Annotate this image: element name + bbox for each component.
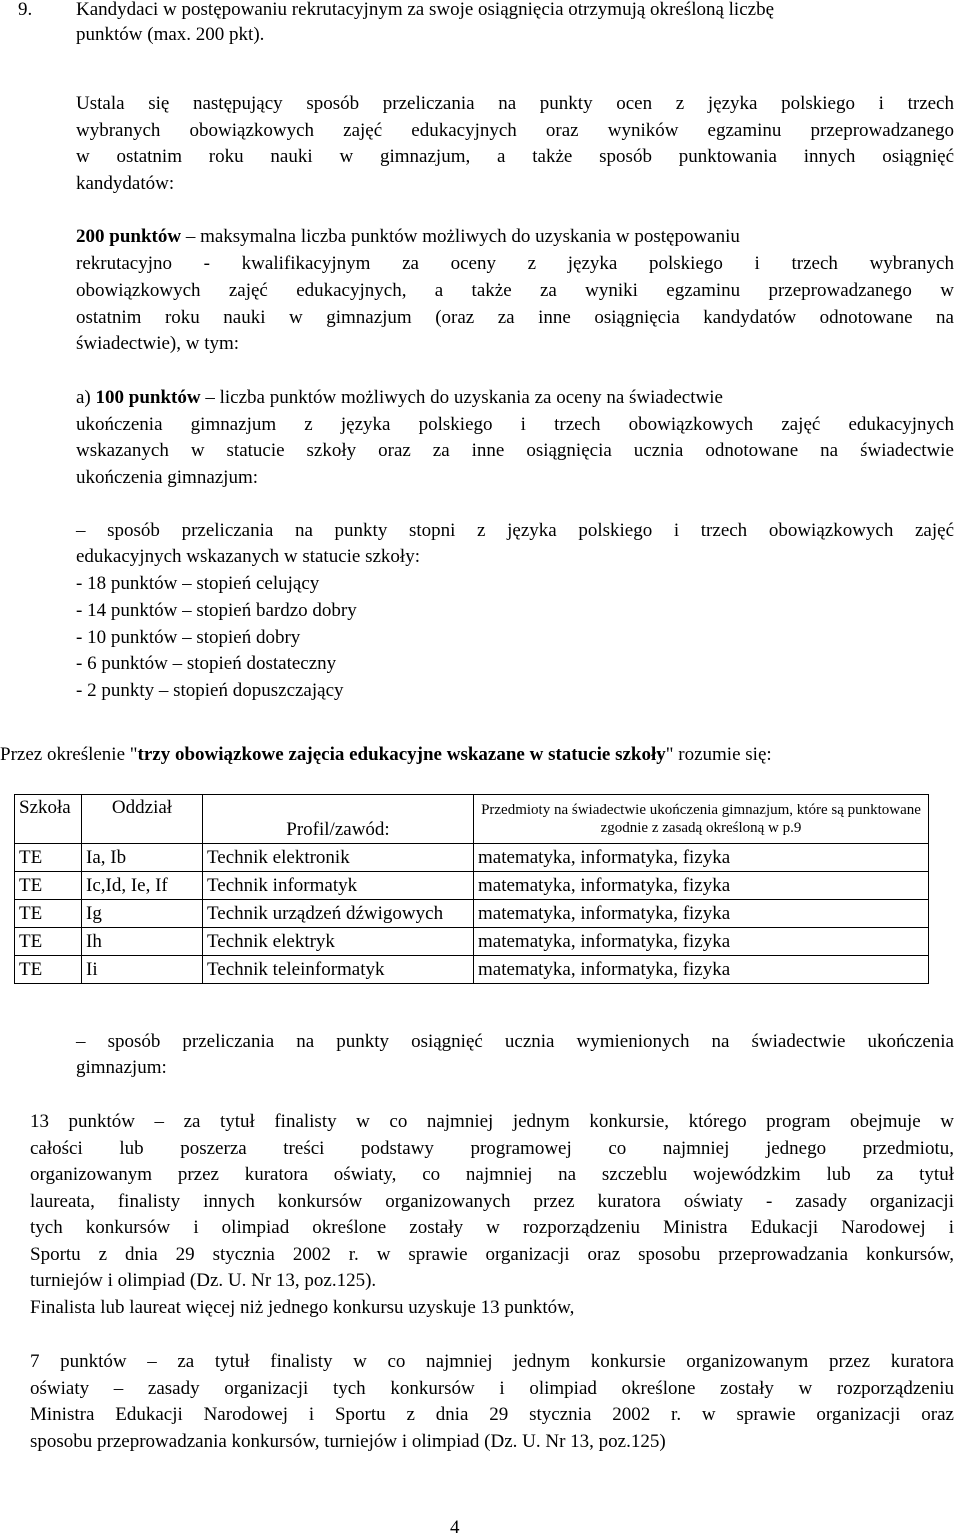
p13-line-1: 13 punktów – za tytuł finalisty w co najmniej jednym konkursie, którego program obejmuje w — [30, 1111, 954, 1132]
cell-school: TE — [15, 956, 82, 984]
p13-line-6: Sportu z dnia 29 stycznia 2002 r. w sprawie organizacji oraz sposobu przeprowadzania konkursów, — [30, 1244, 954, 1265]
cell-class: Ii — [82, 956, 203, 984]
grade-item: - 6 punktów – stopień dostateczny — [76, 653, 337, 674]
item-number: 9. — [18, 0, 33, 20]
definition-pre: Przez określenie " — [0, 744, 138, 765]
part-a-rest: – liczba punktów możliwych do uzyskania za oceny na świadectwie — [200, 387, 723, 408]
cell-subjects: matematyka, informatyka, fizyka — [474, 872, 929, 900]
intro-line-4: kandydatów: — [76, 173, 175, 194]
p7-line-2: oświaty – zasady organizacji tych konkursów i olimpiad określone zostały w rozporządzeniu — [30, 1378, 954, 1399]
max200-line-1 — [76, 223, 954, 250]
max200-line-3: obowiązkowych zajęć edukacyjnych, a także za wyniki egzaminu przeprowadzanego w — [76, 280, 954, 301]
page-number: 4 — [450, 1517, 460, 1538]
intro-line-3: w ostatnim roku nauki w gimnazjum, a także sposób punktowania innych osiągnięć — [76, 146, 954, 167]
definition-line — [0, 741, 772, 768]
grades-line-2: edukacyjnych wskazanych w statucie szkoły: — [76, 546, 420, 567]
table-row — [15, 872, 929, 900]
table-header-row — [15, 795, 929, 844]
header-profile: Profil/zawód: — [203, 795, 474, 844]
max200-line-4: ostatnim roku nauki w gimnazjum (oraz za inne osiągnięcia kandydatów odnotowane na — [76, 307, 954, 328]
p13-line-5: tych konkursów i olimpiad określone zostały w rozporządzeniu Ministra Edukacji Narodowej i — [30, 1217, 954, 1238]
table-row — [15, 956, 929, 984]
cell-subjects: matematyka, informatyka, fizyka — [474, 900, 929, 928]
part-a-prefix: a) — [76, 387, 96, 408]
achievements-line-1: – sposób przeliczania na punkty osiągnięć ucznia wymienionych na świadectwie ukończenia — [76, 1031, 954, 1052]
cell-subjects: matematyka, informatyka, fizyka — [474, 956, 929, 984]
cell-school: TE — [15, 872, 82, 900]
cell-subjects: matematyka, informatyka, fizyka — [474, 928, 929, 956]
grade-item: - 18 punktów – stopień celujący — [76, 573, 320, 594]
header-school: Szkoła — [15, 795, 82, 844]
cell-school: TE — [15, 928, 82, 956]
p13-line-8: Finalista lub laureat więcej niż jednego konkursu uzyskuje 13 punktów, — [30, 1297, 575, 1318]
cell-class: Ia, Ib — [82, 844, 203, 872]
grades-line-1: – sposób przeliczania na punkty stopni z języka polskiego i trzech obowiązkowych zajęć — [76, 520, 954, 541]
max200-line-2: rekrutacyjno - kwalifikacyjnym za oceny z języka polskiego i trzech wybranych — [76, 253, 954, 274]
p7-line-3: Ministra Edukacji Narodowej i Sportu z dnia 29 stycznia 2002 r. w sprawie organizacji oraz — [30, 1404, 954, 1425]
cell-class: Ic,Id, Ie, If — [82, 872, 203, 900]
cell-subjects: matematyka, informatyka, fizyka — [474, 844, 929, 872]
max200-bold: 200 punktów — [76, 226, 182, 247]
header-class: Oddział — [82, 795, 203, 844]
intro-line-2: wybranych obowiązkowych zajęć edukacyjnych oraz wyników egzaminu przeprowadzanego — [76, 120, 954, 141]
part-a-bold: 100 punktów — [95, 387, 201, 408]
part-a-line-4: ukończenia gimnazjum: — [76, 467, 259, 488]
p13-line-2: całości lub poszerza treści podstawy programowej co najmniej jednego przedmiotu, — [30, 1138, 954, 1159]
cell-profile: Technik elektryk — [203, 928, 474, 956]
max200-line-5: świadectwie), w tym: — [76, 333, 240, 354]
intro-line-1: Ustala się następujący sposób przeliczania na punkty ocen z języka polskiego i trzech — [76, 93, 954, 114]
definition-bold: trzy obowiązkowe zajęcia edukacyjne wskazane w statucie szkoły — [137, 744, 666, 765]
item9-line2: punktów (max. 200 pkt). — [76, 24, 265, 45]
subjects-table — [14, 794, 929, 984]
grade-item: - 10 punktów – stopień dobry — [76, 627, 301, 648]
table-row — [15, 928, 929, 956]
cell-profile: Technik urządzeń dźwigowych — [203, 900, 474, 928]
part-a-line-1 — [76, 384, 954, 411]
cell-school: TE — [15, 844, 82, 872]
cell-profile: Technik teleinformatyk — [203, 956, 474, 984]
part-a-line-3: wskazanych w statucie szkoły oraz za inne osiągnięcia ucznia odnotowane na świadectwie — [76, 440, 954, 461]
cell-school: TE — [15, 900, 82, 928]
header-subjects: Przedmioty na świadectwie ukończenia gimnazjum, które są punktowane zgodnie z zasadą określoną w p.9 — [474, 795, 929, 844]
p13-line-7: turniejów i olimpiad (Dz. U. Nr 13, poz.125). — [30, 1270, 377, 1291]
achievements-line-2: gimnazjum: — [76, 1057, 167, 1078]
p13-line-4: laureata, finalisty innych konkursów organizowanych przez kuratora oświaty - zasady organizacji — [30, 1191, 954, 1212]
grade-item: - 14 punktów – stopień bardzo dobry — [76, 600, 357, 621]
p7-line-1: 7 punktów – za tytuł finalisty w co najmniej jednym konkursie organizowanym przez kuratora — [30, 1351, 954, 1372]
cell-profile: Technik informatyk — [203, 872, 474, 900]
p13-line-3: organizowanym przez kuratora oświaty, co najmniej na szczeblu wojewódzkim lub za tytuł — [30, 1164, 954, 1185]
table-row — [15, 900, 929, 928]
cell-class: Ig — [82, 900, 203, 928]
table-row — [15, 844, 929, 872]
grade-item: - 2 punkty – stopień dopuszczający — [76, 680, 344, 701]
definition-post: " rozumie się: — [665, 744, 772, 765]
item9-line1: Kandydaci w postępowaniu rekrutacyjnym za swoje osiągnięcia otrzymują określoną liczbę — [76, 0, 775, 20]
p7-line-4: sposobu przeprowadzania konkursów, turniejów i olimpiad (Dz. U. Nr 13, poz.125) — [30, 1431, 666, 1452]
part-a-line-2: ukończenia gimnazjum z języka polskiego i trzech obowiązkowych zajęć edukacyjnych — [76, 414, 954, 435]
max200-rest: – maksymalna liczba punktów możliwych do uzyskania w postępowaniu — [181, 226, 740, 247]
cell-profile: Technik elektronik — [203, 844, 474, 872]
cell-class: Ih — [82, 928, 203, 956]
